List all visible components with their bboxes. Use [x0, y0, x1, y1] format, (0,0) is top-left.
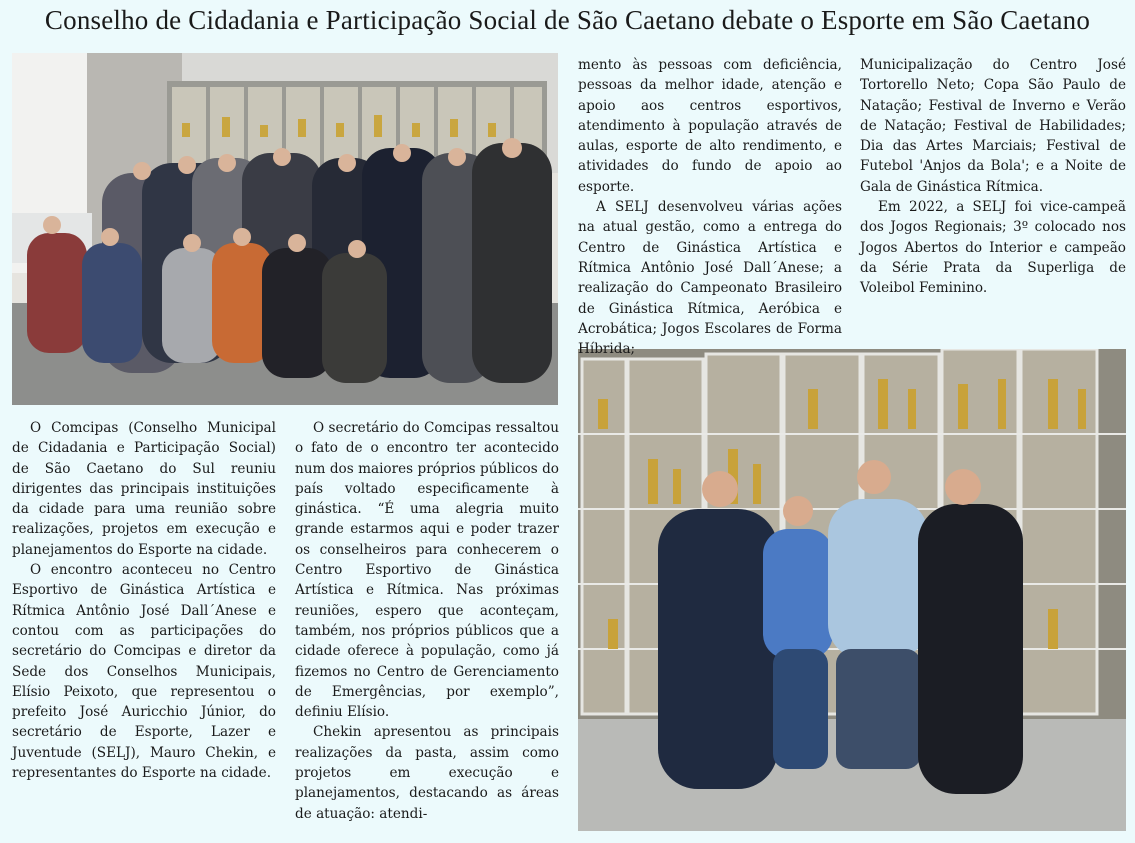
paragraph: mento às pessoas com deficiência, pessoas da melhor idade, atenção e apoio aos centros esportivos, atendimento à população através de aulas, esporte de alto rendimento, e atividades do fundo de apoio ao esporte. [578, 57, 842, 195]
paragraph: Chekin apresentou as principais realizações da pasta, assim como projetos em execução e planejamentos, destacando as áreas de atuação: atendi- [295, 724, 559, 822]
paragraph: O encontro aconteceu no Centro Esportivo de Ginástica Artística e Rítmica Antônio José Dall´Anese e contou com as participações do secretário do Comcipas e diretor da Sede dos Conselhos Municipais, Elísio Peixoto, que representou o prefeito José Auricchio Júnior, do secretário de Esporte, Lazer e Juventude (SELJ), Mauro Chekin, e representantes do Esporte na cidade. [12, 562, 276, 782]
headline: Conselho de Cidadania e Participação Social de São Caetano debate o Esporte em São Caetano [44, 5, 1091, 35]
group-photo [12, 53, 558, 405]
article-column-4 [860, 55, 1126, 299]
officials-photo-illustration [578, 349, 1126, 831]
article-column-3 [578, 55, 842, 359]
paragraph: Municipalização do Centro José Tortorello Neto; Copa São Paulo de Natação; Festival de Inverno e Verão de Natação; Festival de Habilidades; Dia das Artes Marciais; Festival de Futebol 'Anjos da Bola'; e a Noite de Gala de Ginástica Rítmica. [860, 57, 1126, 195]
article-column-1 [12, 418, 276, 783]
paragraph: A SELJ desenvolveu várias ações na atual gestão, como a entrega do Centro de Ginástica Artística e Rítmica Antônio José Dall´Anese; a realização do Campeonato Brasileiro de Ginástica Rítmica, Aeróbica e Acrobática; Jogos Escolares de Forma Híbrida; [578, 199, 842, 358]
article-column-2 [295, 418, 559, 824]
paragraph: Em 2022, a SELJ foi vice-campeã dos Jogos Regionais; 3º colocado nos Jogos Abertos do Interior e campeão da Série Prata da Superliga de Voleibol Feminino. [860, 199, 1126, 297]
paragraph: O Comcipas (Conselho Municipal de Cidadania e Participação Social) de São Caetano do Sul reuniu dirigentes das principais instituições da cidade para uma reunião sobre realizações, projetos em execução e planejamentos do Esporte na cidade. [12, 420, 276, 558]
officials-photo [578, 349, 1126, 831]
paragraph: O secretário do Comcipas ressaltou o fato de o encontro ter acontecido num dos maiores próprios públicos do país voltado especificamente à ginástica. “É uma alegria muito grande estarmos aqui e poder trazer os conselheiros para conhecerem o Centro Esportivo de Ginástica Artística e Rítmica. Nas próximas reuniões, espero que aconteçam, também, nos próprios públicos que a cidade oferece à população, como já fizemos no Centro de Gerenciamento de Emergências, por exemplo”, definiu Elísio. [295, 420, 559, 721]
group-photo-illustration [12, 53, 558, 405]
